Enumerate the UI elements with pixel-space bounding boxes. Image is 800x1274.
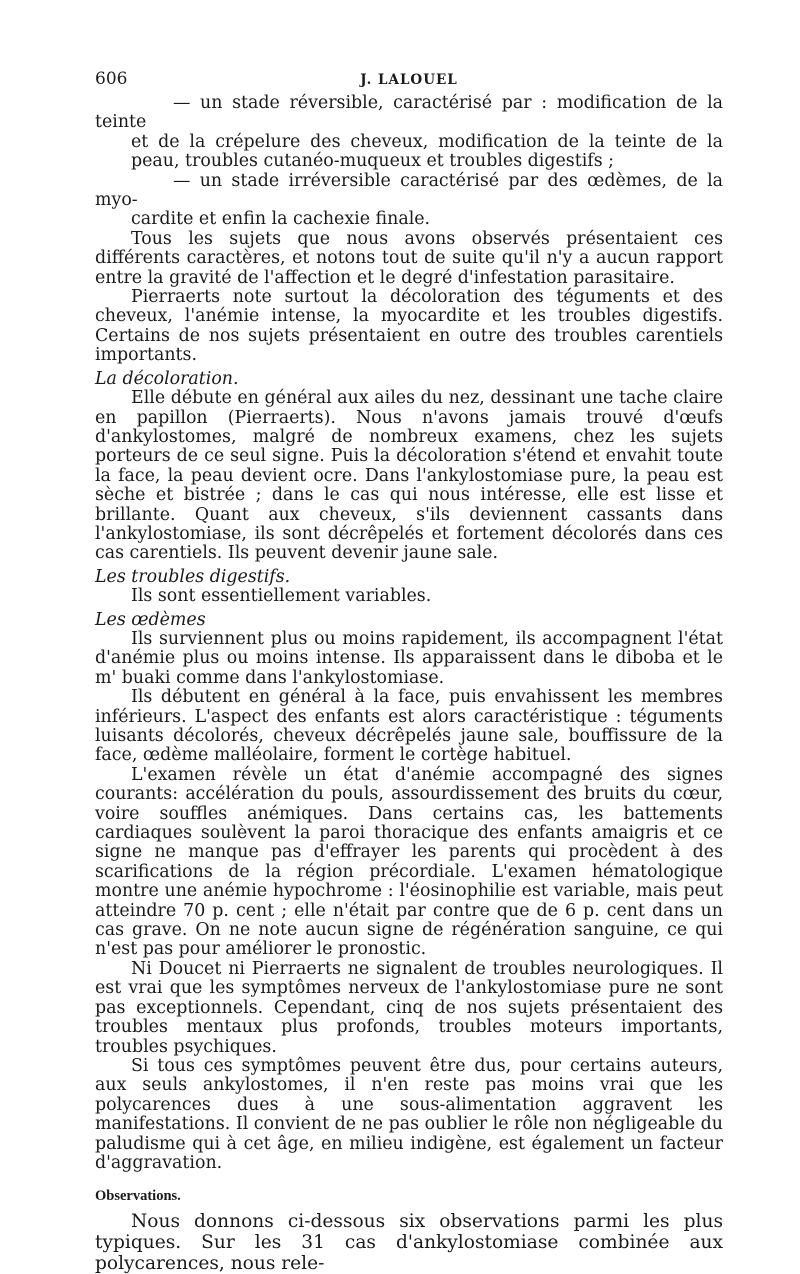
section-title-decoloration: La décoloration. [95, 368, 239, 389]
page-number: 606 [95, 69, 128, 89]
section-title-oedemes: Les œdèmes [95, 609, 206, 630]
document-page [95, 70, 723, 1274]
page-header [95, 70, 723, 92]
paragraph-subjects: Tous les sujets que nous avons observés présentaient ces différents caractères, et notons tout de suite qu'il n'y a aucun rapport entre la gravité de l'affection et le degré d'infestation parasitaire. [95, 228, 723, 288]
paragraph-stage-reversible-first-line: — un stade réversible, caractérisé par : modification de la teinte [95, 93, 723, 133]
running-head: J. LALOUEL [360, 72, 458, 88]
paragraph-doucet: Ni Doucet ni Pierraerts ne signalent de troubles neurologiques. Il est vrai que les symptômes nerveux de l'ankylostomiase pure ne sont pas exceptionnels. Cependant, cinq de nos sujets présentaient des troubles mentaux plus profonds, troubles moteurs importants, troubles psychiques. [95, 958, 723, 1057]
paragraph-stage-reversible-continued: et de la crépelure des cheveux, modification de la teinte de la peau, troubles cutanéo-muqueux et troubles digestifs ; [131, 131, 723, 172]
paragraph-oedemes-2: Ils débutent en général à la face, puis envahissent les membres inférieurs. L'aspect des enfants est alors caractéristique : téguments luisants décolorés, cheveux décrêpelés jaune sale, bouffissure de la face, œdème malléolaire, forment le cortège habituel. [95, 687, 723, 766]
paragraph-stage-irreversible-first-line: — un stade irréversible caractérisé par des œdèmes, de la myo- [95, 170, 723, 211]
section-title-troubles-digestifs: Les troubles digestifs. [95, 566, 291, 587]
paragraph-pierraerts: Pierraerts note surtout la décoloration des téguments et des cheveux, l'anémie intense, la myocardite et les troubles digestifs. Certains de nos sujets présentaient en outre des troubles carentiels importants. [95, 287, 723, 366]
paragraph-si-tous: Si tous ces symptômes peuvent être dus, pour certains auteurs, aux seuls ankylostomes, il n'en reste pas moins vrai que les polycarences dues à une sous-alimentation aggravent les manifestations. Il convient de ne pas oublier le rôle non négligeable du paludisme qui à cet âge, en milieu indigène, est également un facteur d'aggravation. [95, 1055, 723, 1173]
paragraph-examen: L'examen révèle un état d'anémie accompagné des signes courants: accélération du pouls, assourdissement des bruits du cœur, voire souffles anémiques. Dans certains cas, les battements cardiaques soulèvent la paroi thoracique des enfants amaigris et ce signe ne manque pas d'effrayer les parents qui procèdent à des scarifications de la région précordiale. L'examen hématologique montre une anémie hypochrome : l'éosinophilie est variable, mais peut atteindre 70 p. cent ; elle n'était par contre que de 6 p. cent dans un cas grave. On ne note aucun signe de régénération sanguine, ce qui n'est pas pour améliorer le pronostic. [95, 764, 723, 960]
paragraph-observations: Nous donnons ci-dessous six observations parmi les plus typiques. Sur les 31 cas d'ankylostomiase combinée aux polycarences, nous rele- [95, 1210, 723, 1274]
section-title-observations: Observations. [95, 1188, 181, 1205]
paragraph-stage-irreversible-continued: cardite et enfin la cachexie finale. [131, 209, 431, 230]
paragraph-decoloration: Elle débute en général aux ailes du nez, dessinant une tache claire en papillon (Pierraerts). Nous n'avons jamais trouvé d'œufs d'ankylostomes, malgré de nombreux examens, chez les sujets porteurs de ce seul signe. Puis la décoloration s'étend et envahit toute la face, la peau devient ocre. Dans l'ankylostomiase pure, la peau est sèche et bistrée ; dans le cas qui nous intéresse, elle est lisse et brillante. Quant aux cheveux, s'ils deviennent cassants dans l'ankylostomiase, ils sont décrêpelés et fortement décolorés dans ces cas carentiels. Ils peuvent devenir jaune sale. [95, 388, 723, 564]
paragraph-troubles-digestifs: Ils sont essentiellement variables. [131, 586, 432, 607]
paragraph-oedemes-1: Ils surviennent plus ou moins rapidement, ils accompagnent l'état d'anémie plus ou moins intense. Ils apparaissent dans le diboba et le m' buaki comme dans l'ankylostomiase. [95, 628, 723, 688]
